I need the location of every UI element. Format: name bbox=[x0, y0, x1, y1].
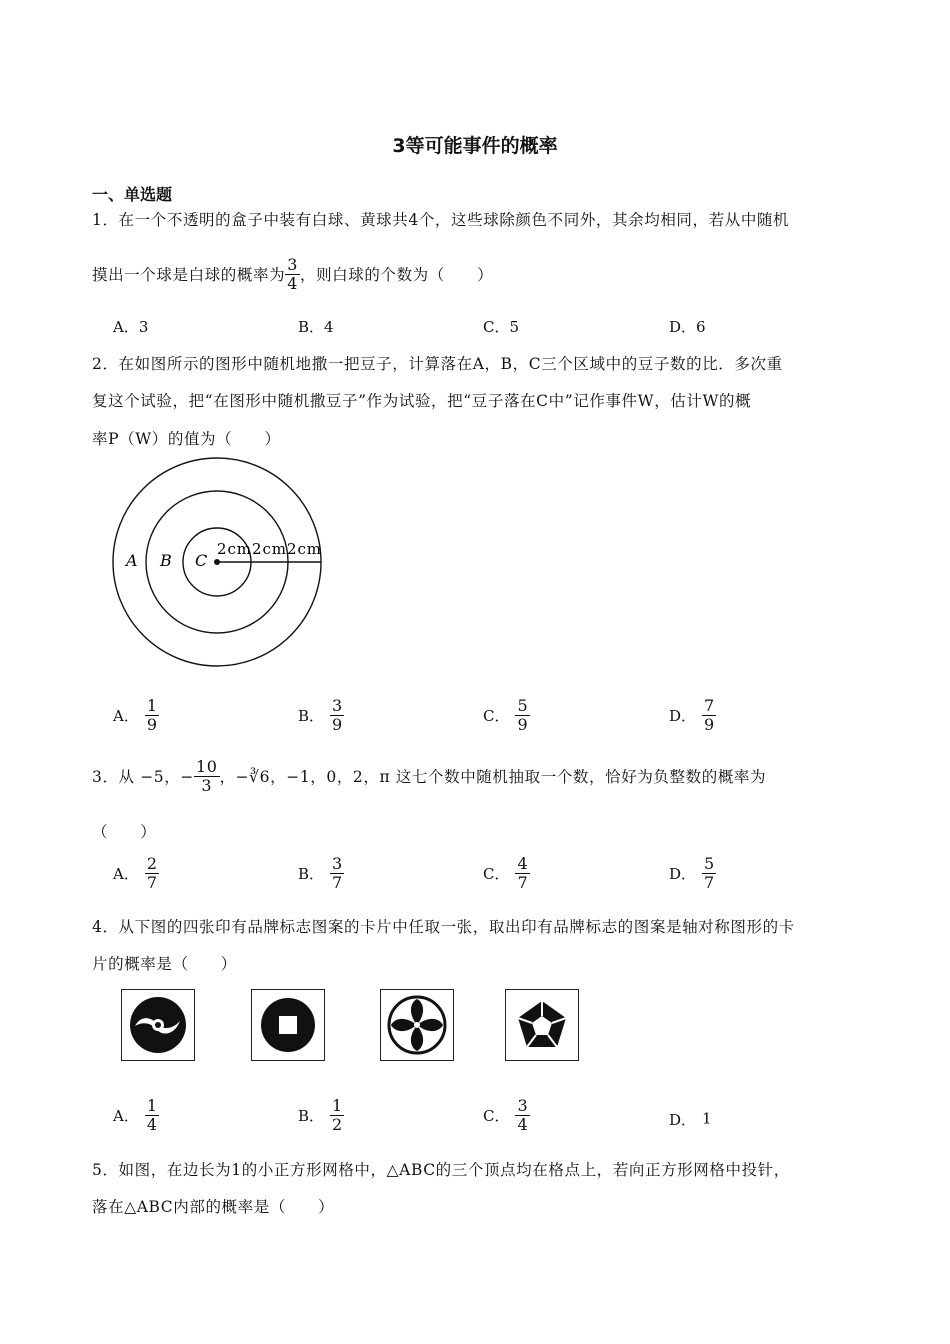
q3-option-d-den: 7 bbox=[704, 872, 715, 892]
q3-frac-den: 3 bbox=[201, 775, 213, 795]
q1-option-d[interactable]: D．6 bbox=[669, 318, 706, 336]
q5-line1: 5．如图，在边长为1的小正方形网格中，△ABC的三个顶点均在格点上，若向正方形网格中投针， bbox=[92, 1161, 790, 1179]
q4-option-a[interactable] bbox=[113, 1097, 159, 1133]
q4-option-a-label: A． bbox=[113, 1106, 139, 1125]
q3-option-d[interactable] bbox=[669, 855, 716, 891]
q4-option-d[interactable] bbox=[669, 1109, 712, 1130]
concentric-circles-figure bbox=[110, 455, 330, 670]
q3-line2: （ ） bbox=[92, 823, 157, 841]
page-title: 3等可能事件的概率 bbox=[392, 135, 558, 157]
region-label-c: C bbox=[195, 551, 208, 570]
q3-option-b-num: 3 bbox=[332, 854, 343, 873]
q2-option-c-label: C． bbox=[483, 706, 510, 725]
q2-option-c[interactable] bbox=[483, 697, 530, 733]
q1-line1: 1．在一个不透明的盒子中装有白球、黄球共4个，这些球除颜色不同外，其余均相同，若从中随机 bbox=[92, 211, 790, 229]
region-label-b: B bbox=[160, 551, 172, 570]
q3-option-c[interactable] bbox=[483, 855, 530, 891]
q4-option-b[interactable] bbox=[298, 1097, 344, 1133]
segment-label-3: 2cm bbox=[287, 540, 321, 558]
q3-option-c-label: C． bbox=[483, 864, 510, 883]
q3-option-d-label: D． bbox=[669, 864, 697, 883]
q4-option-b-den: 2 bbox=[332, 1114, 343, 1134]
logo-card-2 bbox=[251, 989, 325, 1061]
q2-option-b[interactable] bbox=[298, 697, 344, 733]
q4-line2: 片的概率是（ ） bbox=[92, 955, 237, 973]
q3-frac-num: 10 bbox=[195, 757, 218, 776]
q4-option-c-num: 3 bbox=[517, 1096, 528, 1115]
q1-option-c[interactable]: C．5 bbox=[483, 318, 520, 336]
q1-line2 bbox=[92, 256, 493, 292]
q1-option-b[interactable]: B．4 bbox=[298, 318, 334, 336]
logo-card-4 bbox=[505, 989, 579, 1061]
q2-option-a-den: 9 bbox=[146, 714, 158, 734]
q2-option-b-num: 3 bbox=[332, 696, 343, 715]
logo-card-1 bbox=[121, 989, 195, 1061]
q2-option-b-label: B． bbox=[298, 706, 325, 725]
swirl-logo-icon bbox=[122, 990, 194, 1060]
q2-option-d-den: 9 bbox=[704, 714, 715, 734]
q2-option-b-den: 9 bbox=[332, 714, 343, 734]
q2-line2: 复这个试验，把“在图形中随机撒豆子”作为试验，把“豆子落在C中”记作事件W，估计W的概 bbox=[92, 392, 752, 410]
q3-option-a-den: 7 bbox=[146, 872, 158, 892]
q3-option-c-num: 4 bbox=[517, 854, 528, 873]
q5-line2: 落在△ABC内部的概率是（ ） bbox=[92, 1198, 335, 1216]
q1-frac-num: 3 bbox=[287, 255, 298, 274]
q3-option-d-num: 5 bbox=[704, 854, 715, 873]
q3-option-a[interactable] bbox=[113, 855, 159, 891]
q2-option-c-num: 5 bbox=[517, 696, 528, 715]
q4-option-c-den: 4 bbox=[517, 1114, 528, 1134]
q2-option-d-num: 7 bbox=[704, 696, 715, 715]
petal-circle-logo-icon bbox=[381, 990, 453, 1060]
q2-option-c-den: 9 bbox=[517, 714, 528, 734]
q2-option-a-label: A． bbox=[113, 706, 139, 725]
region-label-a: A bbox=[126, 551, 138, 570]
q4-option-a-num: 1 bbox=[146, 1096, 158, 1115]
q2-option-d[interactable] bbox=[669, 697, 716, 733]
q2-option-a-num: 1 bbox=[146, 696, 158, 715]
q4-option-c-label: C． bbox=[483, 1106, 510, 1125]
section-heading: 一、单选题 bbox=[92, 185, 173, 204]
q4-option-d-value: 1 bbox=[702, 1109, 712, 1128]
pentagon-flower-logo-icon bbox=[506, 990, 578, 1060]
q3-line1 bbox=[92, 758, 766, 794]
segment-label-2: 2cm bbox=[252, 540, 286, 558]
q2-line1: 2．在如图所示的图形中随机地撒一把豆子，计算落在A，B，C三个区域中的豆子数的比．多次重 bbox=[92, 355, 783, 373]
q4-line1: 4．从下图的四张印有品牌标志图案的卡片中任取一张，取出印有品牌标志的图案是轴对称图形的卡 bbox=[92, 918, 795, 936]
q1-line2b: ，则白球的个数为（ ） bbox=[299, 266, 494, 285]
q3-option-a-label: A． bbox=[113, 864, 139, 883]
q1-fraction bbox=[285, 256, 300, 292]
q2-option-a[interactable] bbox=[113, 697, 159, 733]
q3-prefix: 3．从 −5，− bbox=[92, 768, 194, 787]
q3-fraction bbox=[194, 758, 220, 794]
q1-line2a: 摸出一个球是白球的概率为 bbox=[92, 266, 286, 285]
q4-option-b-num: 1 bbox=[332, 1096, 343, 1115]
segment-label-1: 2cm bbox=[217, 540, 251, 558]
logo-card-3 bbox=[380, 989, 454, 1061]
q2-option-d-label: D． bbox=[669, 706, 697, 725]
center-point bbox=[214, 559, 220, 565]
q4-option-a-den: 4 bbox=[146, 1114, 158, 1134]
q3-option-b[interactable] bbox=[298, 855, 344, 891]
q3-option-c-den: 7 bbox=[517, 872, 528, 892]
q1-option-a[interactable]: A．3 bbox=[113, 318, 149, 336]
q4-option-d-label: D． bbox=[669, 1111, 697, 1129]
q3-option-b-den: 7 bbox=[332, 872, 343, 892]
q3-middle: ，−∛6，−1，0，2，π 这七个数中随机抽取一个数，恰好为负整数的概率为 bbox=[219, 768, 767, 787]
q4-option-b-label: B． bbox=[298, 1106, 325, 1125]
q3-option-b-label: B． bbox=[298, 864, 325, 883]
q3-option-a-num: 2 bbox=[146, 854, 158, 873]
coin-square-logo-icon bbox=[252, 990, 324, 1060]
q4-option-c[interactable] bbox=[483, 1097, 530, 1133]
q1-frac-den: 4 bbox=[287, 273, 298, 293]
q2-line3: 率P（W）的值为（ ） bbox=[92, 430, 281, 448]
